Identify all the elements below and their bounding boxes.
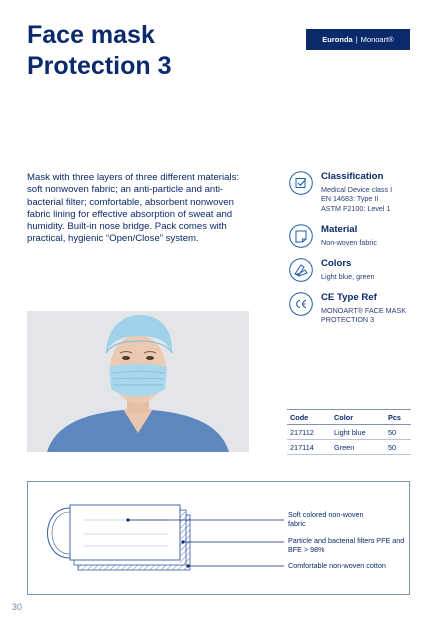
brand-separator: | xyxy=(355,35,358,44)
table-header-code: Code xyxy=(287,410,331,425)
product-codes-table xyxy=(287,409,411,455)
brand-badge xyxy=(306,29,410,50)
spec-value: Light blue, green xyxy=(321,272,375,281)
table-cell-code: 217114 xyxy=(287,440,331,455)
ce-mark-icon xyxy=(289,292,313,316)
checkbox-icon xyxy=(289,171,313,195)
table-cell-pcs: 50 xyxy=(385,425,411,440)
person-wearing-mask-illustration xyxy=(27,311,249,452)
spec-value: MONOART® FACE MASK xyxy=(321,306,407,315)
table-row xyxy=(287,440,411,455)
diagram-label-filter-layer: Particle and bacterial filters PFE and BFE > 98% xyxy=(288,536,405,554)
palette-icon xyxy=(289,258,313,282)
product-photo xyxy=(27,311,249,452)
brand-name-euronda: Euronda xyxy=(322,35,353,44)
spec-heading: Colors xyxy=(321,258,352,269)
table-cell-color: Light blue xyxy=(331,425,385,440)
table-header-pcs: Pcs xyxy=(385,410,411,425)
spec-value: Medical Device class I xyxy=(321,185,393,194)
spec-heading: Material xyxy=(321,224,358,235)
diagram-label-inner-layer: Comfortable non-woven cotton xyxy=(288,561,386,570)
table-cell-code: 217112 xyxy=(287,425,331,440)
fabric-icon xyxy=(289,224,313,248)
table-header-row xyxy=(287,410,411,425)
spec-value: PROTECTION 3 xyxy=(321,315,375,325)
spec-heading: Classification xyxy=(321,171,384,182)
table-header-color: Color xyxy=(331,410,385,425)
title-line-2: Protection 3 xyxy=(27,52,172,80)
page-number: 30 xyxy=(12,602,23,612)
page-title xyxy=(27,20,171,82)
product-description: Mask with three layers of three different materials: soft nonwoven fabric; an anti-particle and anti-bacterial filter; comfortable, absorbent nonwoven fabric lining for effective absorption of sweat and humidity. Built-in nose bridge. Pack comes with practical, hygienic “Open/Close” system. xyxy=(27,172,240,245)
spec-value: Non-woven fabric xyxy=(321,238,377,247)
spec-value: EN 14683: Type II xyxy=(321,194,379,204)
table-cell-color: Green xyxy=(331,440,385,455)
table-row xyxy=(287,425,411,440)
diagram-label-outer-layer: Soft colored non-woven fabric xyxy=(288,510,364,528)
table-cell-pcs: 50 xyxy=(385,440,411,455)
brand-name-monoart: Monoart® xyxy=(360,35,394,44)
title-line-1: Face mask xyxy=(27,21,155,49)
spec-heading: CE Type Ref xyxy=(321,292,377,303)
spec-value: ASTM F2100: Level 1 xyxy=(321,203,391,213)
